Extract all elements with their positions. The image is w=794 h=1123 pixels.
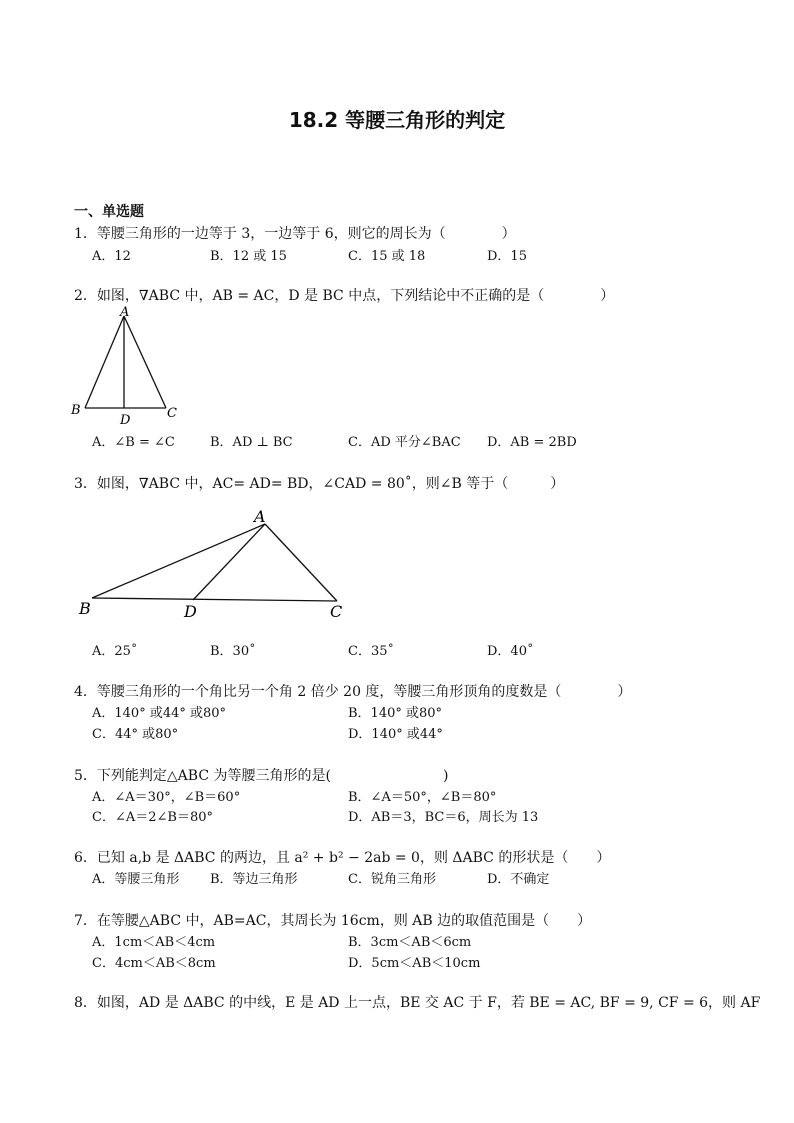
question-2-stem: 2．如图，∇ABC 中，AB = AC，D 是 BC 中点，下列结论中不正确的是（ ） bbox=[74, 288, 615, 304]
q3-label-c: C bbox=[330, 602, 343, 621]
q3-option-c: C．35˚ bbox=[348, 644, 394, 659]
q6-option-d: D．不确定 bbox=[487, 872, 550, 887]
q3-figure bbox=[74, 500, 364, 624]
q2-label-a: A bbox=[120, 305, 130, 320]
q2-option-c: C．AD 平分∠BAC bbox=[348, 435, 461, 450]
q4-option-b: B．140° 或80° bbox=[348, 706, 443, 721]
q2-option-d: D．AB = 2BD bbox=[487, 435, 577, 450]
q5-option-a: A．∠A＝30°，∠B＝60° bbox=[92, 790, 241, 805]
q7-option-b: B．3cm＜AB＜6cm bbox=[348, 935, 472, 950]
q6-option-c: C．锐角三角形 bbox=[348, 872, 436, 887]
q2-label-c: C bbox=[167, 406, 177, 421]
q3-label-a: A bbox=[254, 507, 266, 526]
q4-option-a: A．140° 或44° 或80° bbox=[92, 706, 227, 721]
q7-option-a: A．1cm＜AB＜4cm bbox=[92, 935, 216, 950]
question-8-stem: 8．如图，AD 是 ΔABC 的中线，E 是 AD 上一点，BE 交 AC 于 F，若 BE = AC, BF = 9, CF = 6，则 AF bbox=[74, 995, 761, 1011]
q3-option-a: A．25˚ bbox=[92, 644, 138, 659]
q3-label-d: D bbox=[184, 602, 197, 621]
q1-option-c: C．15 或 18 bbox=[348, 249, 426, 264]
q2-label-b: B bbox=[71, 403, 81, 418]
q2-option-b: B．AD ⊥ BC bbox=[210, 435, 293, 450]
question-7-stem: 7．在等腰△ABC 中，AB=AC，其周长为 16cm，则 AB 边的取值范围是（ ） bbox=[74, 913, 592, 929]
q3-label-b: B bbox=[79, 599, 91, 618]
q1-option-a: A．12 bbox=[92, 249, 131, 264]
q4-option-c: C．44° 或80° bbox=[92, 727, 179, 742]
q3-option-d: D．40˚ bbox=[487, 644, 534, 659]
q6-option-b: B．等边三角形 bbox=[210, 872, 298, 887]
question-5-stem: 5．下列能判定△ABC 为等腰三角形的是( ) bbox=[74, 768, 449, 784]
q5-option-d: D．AB＝3，BC＝6，周长为 13 bbox=[348, 810, 539, 825]
question-1-stem: 1．等腰三角形的一边等于 3，一边等于 6，则它的周长为（ ） bbox=[74, 226, 516, 242]
q1-option-d: D．15 bbox=[487, 249, 527, 264]
q5-option-c: C．∠A＝2∠B＝80° bbox=[92, 810, 213, 825]
q4-option-d: D．140° 或44° bbox=[348, 727, 443, 742]
q6-option-a: A．等腰三角形 bbox=[92, 872, 180, 887]
q2-label-d: D bbox=[120, 413, 131, 428]
q7-option-d: D．5cm＜AB＜10cm bbox=[348, 956, 481, 971]
q1-option-b: B．12 或 15 bbox=[210, 249, 287, 264]
q5-option-b: B．∠A＝50°，∠B＝80° bbox=[348, 790, 497, 805]
question-6-stem: 6．已知 a,b 是 ΔABC 的两边，且 a² + b² − 2ab = 0，则 ΔABC 的形状是（ ） bbox=[74, 850, 611, 866]
q3-option-b: B．30˚ bbox=[210, 644, 256, 659]
question-3-stem: 3．如图，∇ABC 中，AC= AD= BD，∠CAD = 80˚，则∠B 等于（ ） bbox=[74, 476, 565, 492]
q2-option-a: A．∠B = ∠C bbox=[92, 435, 175, 450]
section-heading: 一、单选题 bbox=[74, 204, 144, 220]
question-4-stem: 4．等腰三角形的一个角比另一个角 2 倍少 20 度，等腰三角形顶角的度数是（ ） bbox=[74, 684, 632, 700]
page-title: 18.2 等腰三角形的判定 bbox=[288, 108, 506, 132]
q2-figure bbox=[66, 304, 196, 428]
q7-option-c: C．4cm＜AB＜8cm bbox=[92, 956, 216, 971]
